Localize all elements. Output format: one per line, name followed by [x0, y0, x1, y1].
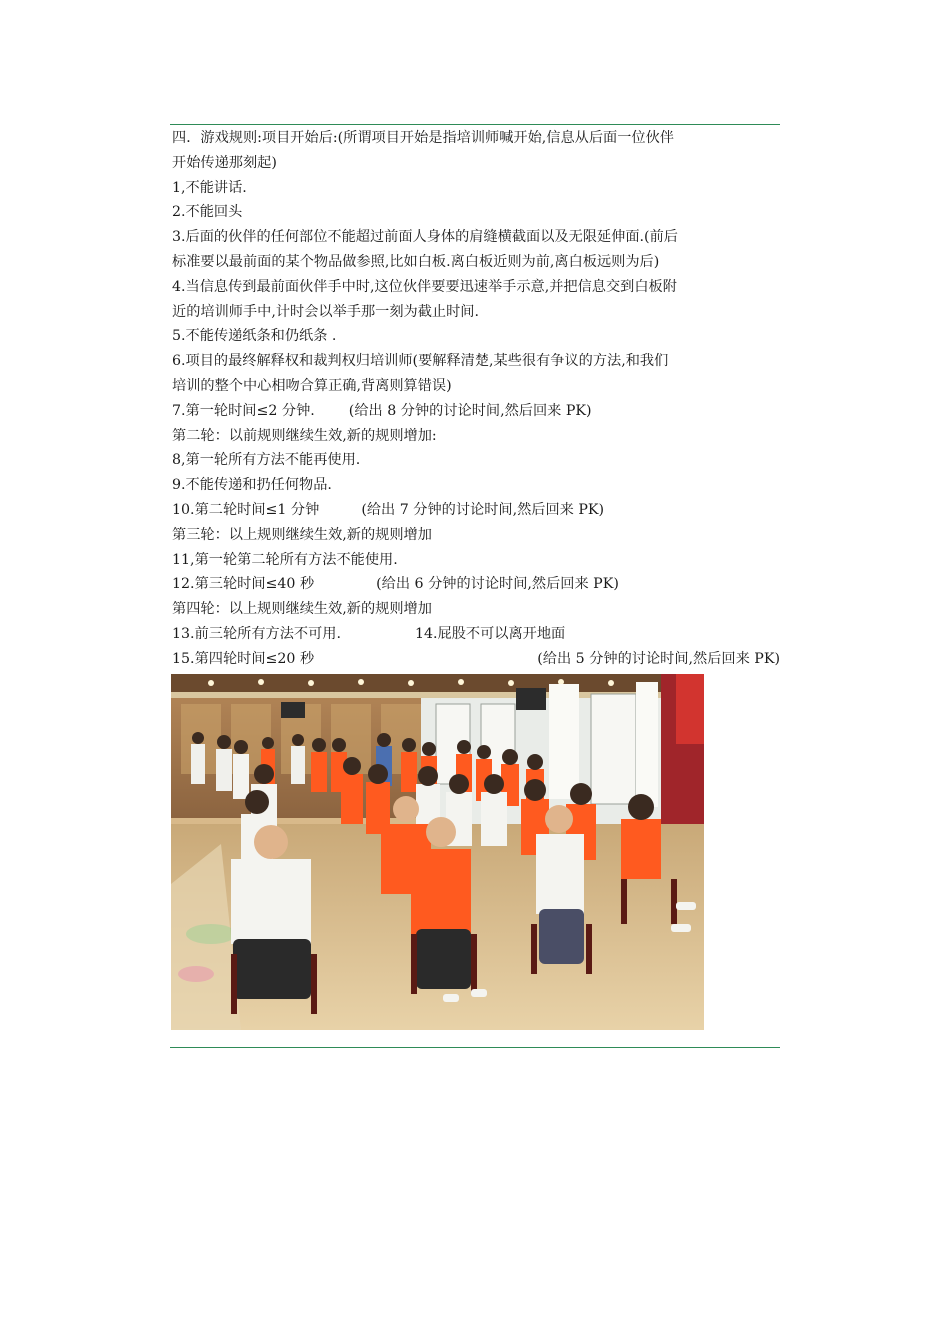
rule-12: [172, 572, 780, 597]
group-photo-illustration: [171, 674, 704, 1030]
rule-9: 9.不能传递和扔任何物品.: [172, 477, 332, 494]
rule-7: [172, 399, 780, 424]
rule-14: 14.屁股不可以离开地面: [414, 625, 566, 642]
rule-15-note: (给出 5 分钟的讨论时间,然后回来 PK): [537, 650, 780, 667]
rule-15-time: 15.第四轮时间≤20 秒: [172, 650, 315, 667]
round-3-heading: 第三轮：以上规则继续生效,新的规则增加: [172, 526, 432, 543]
rule-3-line-2: 标准要以最前面的某个物品做参照,比如白板.离白板近则为前,离白板远则为后): [172, 253, 660, 270]
rule-13-14: [172, 622, 780, 647]
rule-1: 1,不能讲话.: [172, 179, 247, 196]
rule-10-note: (给出 7 分钟的讨论时间,然后回来 PK): [361, 501, 605, 518]
rule-12-note: (给出 6 分钟的讨论时间,然后回来 PK): [376, 576, 619, 593]
rule-5: 5.不能传递纸条和仍纸条 .: [172, 328, 337, 345]
bottom-divider: [170, 1047, 780, 1048]
round-4-heading: 第四轮：以上规则继续生效,新的规则增加: [172, 601, 432, 618]
rules-heading-line-1: 四．游戏规则:项目开始后:(所谓项目开始是指培训师喊开始,信息从后面一位伙伴: [172, 130, 674, 146]
rule-8: 8,第一轮所有方法不能再使用.: [172, 452, 361, 469]
rule-13: 13.前三轮所有方法不可用.: [172, 625, 341, 642]
rule-12-time: 12.第三轮时间≤40 秒: [172, 576, 315, 593]
rule-15: [172, 647, 780, 672]
rule-11: 11,第一轮第二轮所有方法不能使用.: [172, 551, 398, 568]
rule-6-line-2: 培训的整个中心相吻合算正确,背离则算错误): [172, 377, 452, 394]
rule-2: 2.不能回头: [172, 204, 243, 221]
round-2-heading: 第二轮：以前规则继续生效,新的规则增加:: [172, 427, 437, 444]
rule-7-note: (给出 8 分钟的讨论时间,然后回来 PK): [348, 402, 592, 419]
rule-4-line-2: 近的培训师手中,计时会以举手那一刻为截止时间.: [172, 303, 479, 320]
rule-10-time: 10.第二轮时间≤1 分钟: [172, 501, 320, 518]
rule-7-time: 7.第一轮时间≤2 分钟.: [172, 402, 315, 419]
group-photo: [171, 674, 704, 1030]
rules-text: [172, 126, 780, 672]
rule-10: [172, 498, 780, 523]
rule-4-line-1: 4.当信息传到最前面伙伴手中时,这位伙伴要要迅速举手示意,并把信息交到白板附: [172, 278, 677, 295]
rule-6-line-1: 6.项目的最终解释权和裁判权归培训师(要解释清楚,某些很有争议的方法,和我们: [172, 353, 669, 370]
rule-3-line-1: 3.后面的伙伴的任何部位不能超过前面人身体的肩缝横截面以及无限延伸面.(前后: [172, 229, 678, 246]
rules-heading-line-2: 开始传递那刻起): [172, 154, 277, 171]
top-divider: [170, 124, 780, 125]
